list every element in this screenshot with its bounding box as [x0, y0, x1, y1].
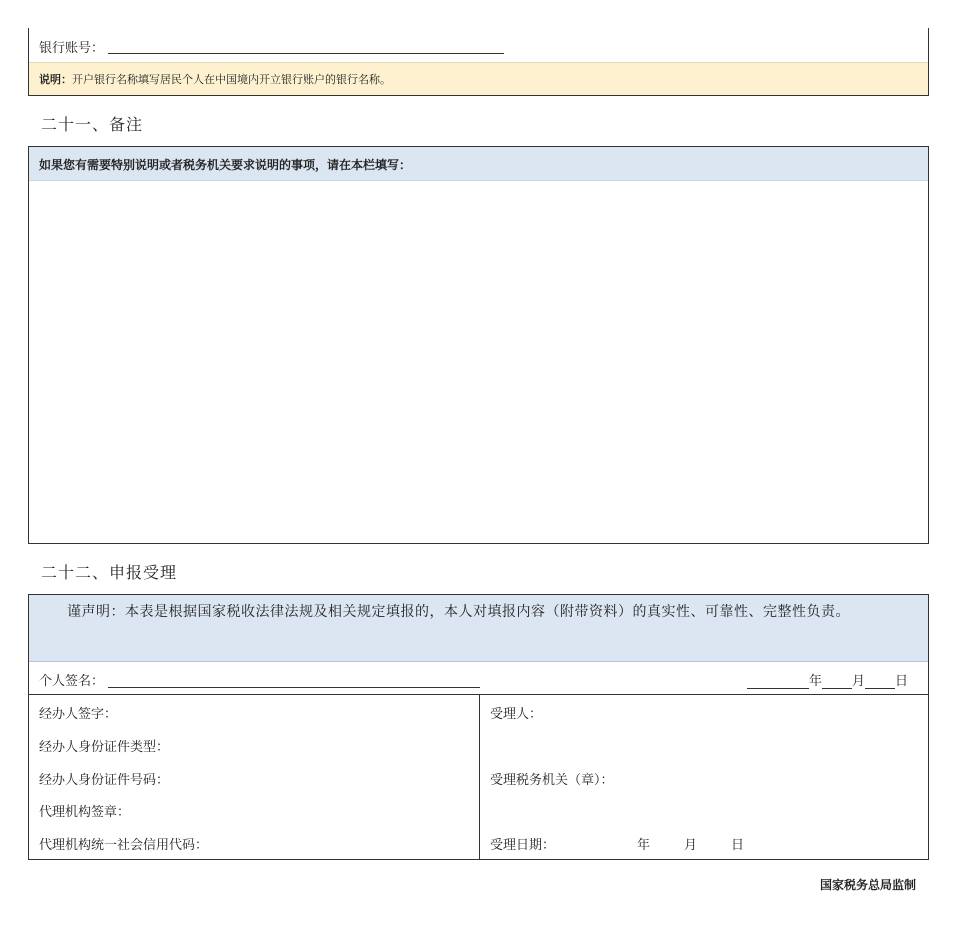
receiver-field[interactable]: 受理人： [490, 707, 543, 722]
signature-field[interactable] [108, 672, 480, 688]
receiver-blank-2 [480, 793, 928, 826]
receiver-column [480, 695, 928, 859]
declaration-text: 谨声明：本表是根据国家税收法律法规及相关规定填报的，本人对填报内容（附带资料）的真实性、可靠性、完整性负责。 [29, 595, 928, 661]
bank-note-label: 说明： [39, 73, 72, 86]
bank-account-label: 银行账号： [39, 40, 105, 56]
signature-year-field[interactable] [747, 673, 809, 689]
signature-date [747, 670, 908, 689]
accept-date-field[interactable] [480, 826, 928, 859]
bank-info-box [28, 28, 929, 96]
supervision-footer: 国家税务总局监制 [819, 878, 916, 892]
remarks-input-area[interactable] [29, 181, 928, 543]
agent-id-number-field[interactable]: 经办人身份证件号码： [39, 772, 170, 788]
signature-year-label: 年 [808, 674, 822, 689]
receiver-blank [480, 728, 928, 761]
bank-account-row [39, 36, 504, 56]
accept-day-label: 日 [731, 838, 745, 854]
remarks-instruction: 如果您有需要特别说明或者税务机关要求说明的事项，请在本栏填写： [29, 147, 928, 181]
agent-column [29, 695, 480, 859]
bank-account-field[interactable] [108, 38, 504, 54]
section-22-title: 二十二、申报受理 [41, 563, 178, 582]
acceptance-box [28, 594, 929, 860]
signature-month-label: 月 [851, 674, 865, 689]
agent-id-type-field[interactable]: 经办人身份证件类型： [39, 739, 170, 755]
signature-label: 个人签名： [39, 674, 105, 689]
accept-date-label: 受理日期： [490, 838, 556, 854]
agent-signature-field[interactable]: 经办人签字： [39, 707, 118, 722]
signature-row [29, 661, 928, 695]
bank-note [29, 62, 928, 95]
tax-office-seal-field[interactable]: 受理税务机关（章）： [490, 772, 614, 788]
accept-month-label: 月 [684, 838, 698, 854]
accept-year-label: 年 [637, 838, 651, 854]
signature-day-label: 日 [894, 674, 908, 689]
agency-credit-code-field[interactable]: 代理机构统一社会信用代码： [39, 838, 209, 854]
agency-seal-field[interactable]: 代理机构签章： [39, 805, 131, 821]
section-21-title: 二十一、备注 [41, 115, 144, 134]
acceptance-grid [29, 695, 928, 859]
remarks-box [28, 146, 929, 544]
signature-day-field[interactable] [865, 673, 895, 689]
signature-month-field[interactable] [822, 673, 852, 689]
bank-note-text: 开户银行名称填写居民个人在中国境内开立银行账户的银行名称。 [72, 73, 391, 86]
